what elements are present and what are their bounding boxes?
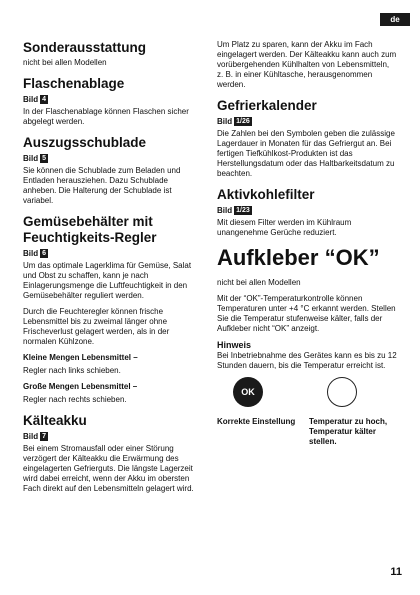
section-text: Um das optimale Lagerklima für Gemüse, Salat und Obst zu schaffen, kann je nach Einlagerungsmenge die Luftfeuchtigkeit in den Gemüsebehälter reguliert werden.	[23, 261, 192, 300]
section-title: Gemüsebehälter mit Feuchtigkeits-Regler	[23, 214, 157, 245]
section-title: Kälteakku	[23, 413, 87, 428]
figure-ref	[23, 153, 203, 164]
section-text: In der Flaschenablage können Flaschen sicher abgelegt werden.	[23, 107, 189, 126]
section-title: Sonderausstattung	[23, 40, 147, 55]
section-text: Sie können die Schublade zum Beladen und Entladen herausziehen. Dazu Schublade anheben. Die Halterung der Schublade ist variabel.	[23, 166, 181, 205]
hinweis-text: Bei Inbetriebnahme des Gerätes kann es bis zu 12 Stunden dauern, bis die Temperatur erreicht ist.	[217, 351, 397, 370]
section-text: Mit diesem Filter werden im Kühlraum unangenehme Gerüche reduziert.	[217, 218, 352, 237]
figure-ref-label: Bild	[217, 206, 233, 215]
figure-ref	[23, 94, 203, 105]
page-number: 11	[390, 566, 402, 578]
ok-sticker-icon: OK	[233, 377, 263, 407]
ok-indicator-figure	[217, 377, 397, 447]
blank-sticker-icon	[327, 377, 357, 407]
instruction-heading: Kleine Mengen Lebensmittel –	[23, 353, 138, 362]
section-text: Die Zahlen bei den Symbolen geben die zulässige Lagerdauer in Monaten für das Gefriergut an. Bei fertigen Tiefkühlkost-Produkten ist das Herstellungsdatum oder das Haltbarkeitsdatum zu beachten.	[217, 129, 395, 178]
hinweis-title: Hinweis	[217, 340, 252, 350]
figure-number: 1/26	[236, 118, 250, 125]
section-title: Auszugsschublade	[23, 135, 147, 150]
section-text: Um Platz zu sparen, kann der Akku im Fach eingelagert werden. Der Kälteakku kann auch zum vorübergehenden Kühlhalten von Lebensmitteln, z. B. in einer Kühltasche, herausgenommen werden.	[217, 40, 397, 89]
section-title: Aufkleber “OK”	[217, 245, 380, 270]
figure-ref	[217, 205, 397, 216]
instruction-text: Regler nach rechts schieben.	[23, 395, 127, 404]
section-text: Bei einem Stromausfall oder einer Störung verzögert der Kälteakku die Erwärmung des eingelagerten Gefrierguts. Die längste Lagerzeit wird dabei erreicht, wenn der Akku im obersten Fach direkt auf den Lebensmitteln gelagert wird.	[23, 444, 194, 493]
caption-too-warm: Temperatur zu hoch, Temperatur kälter stellen.	[309, 417, 388, 446]
figure-ref-label: Bild	[217, 117, 233, 126]
section-text: Durch die Feuchteregler können frische Lebensmittel bis zu zweimal länger ohne Frischeverlust gelagert werden, als in der normalen Kühlzone.	[23, 307, 170, 346]
figure-ref	[23, 431, 203, 442]
figure-ref-label: Bild	[23, 249, 39, 258]
section-note: nicht bei allen Modellen	[23, 58, 107, 67]
figure-ref-label: Bild	[23, 432, 39, 441]
language-tab: de	[380, 13, 410, 26]
section-aktivkohlefilter	[217, 187, 397, 238]
section-aufkleber-ok	[217, 246, 397, 447]
right-column	[217, 40, 397, 455]
section-flaschenablage	[23, 76, 203, 127]
caption-correct: Korrekte Einstellung	[217, 417, 296, 426]
instruction-heading: Große Mengen Lebensmittel –	[23, 382, 138, 391]
figure-number: 6	[42, 250, 47, 257]
section-gemuesebehaelter	[23, 214, 203, 405]
figure-number: 5	[42, 155, 47, 162]
section-gefrierkalender	[217, 98, 397, 179]
figure-number: 4	[42, 96, 47, 103]
section-kaelteakku	[23, 413, 203, 494]
section-note: nicht bei allen Modellen	[217, 278, 301, 287]
figure-ref-label: Bild	[23, 95, 39, 104]
instruction-text: Regler nach links schieben.	[23, 366, 121, 375]
figure-ref	[217, 116, 397, 127]
section-text: Mit der “OK”-Temperaturkontrolle können Temperaturen unter +4 °C erkannt werden. Stellen Sie die Temperatur stufenweise kälter, falls der Aufkleber nicht “OK” anzeigt.	[217, 294, 396, 333]
section-title: Flaschenablage	[23, 76, 125, 91]
section-kaelteakku-continued	[217, 40, 397, 90]
section-sonderausstattung	[23, 40, 203, 68]
section-auszugsschublade	[23, 135, 203, 206]
section-title: Aktivkohlefilter	[217, 187, 315, 202]
figure-number: 1/23	[236, 207, 250, 214]
left-column	[23, 40, 203, 502]
figure-ref-label: Bild	[23, 154, 39, 163]
figure-number: 7	[42, 433, 47, 440]
figure-ref	[23, 248, 203, 259]
section-title: Gefrierkalender	[217, 98, 317, 113]
